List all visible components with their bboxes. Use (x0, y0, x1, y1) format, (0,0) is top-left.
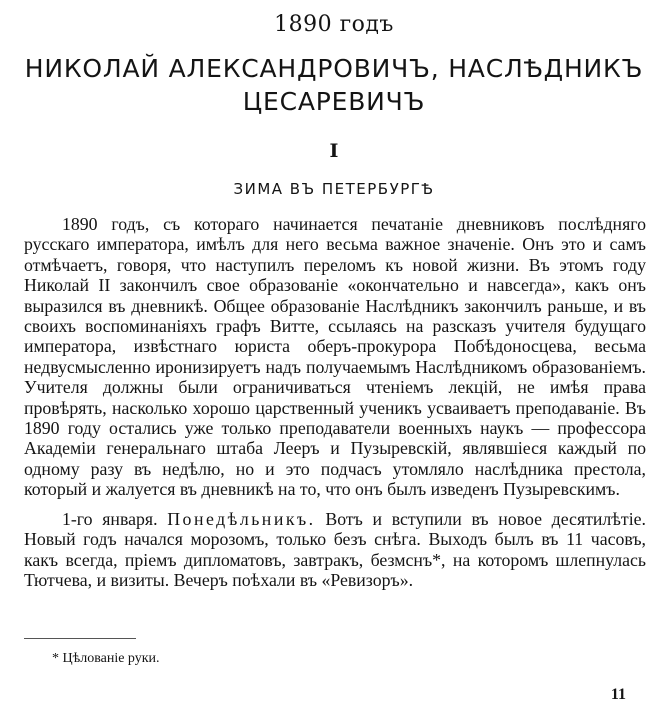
footnote-divider (24, 638, 136, 639)
title-line-1: НИКОЛАЙ АЛЕКСАНДРОВИЧЪ, НАСЛѢДНИКЪ (24, 54, 644, 83)
entry-date: 1-го января. (62, 508, 158, 529)
year-heading: 1890 годъ (274, 12, 394, 37)
footnote: * Цѣлованіе руки. (52, 651, 160, 666)
entry-text: Вотъ и вступили въ новое десятилѣтіе. Новый годъ начался морозомъ, только безъ снѣга. Выходъ былъ въ 11 часовъ, какъ всегда, пріемъ дипломатовъ, завтракъ, безмснъ*, на которомъ шлепнулась Тютчева, и визиты. Вечеръ поѣхали въ «Ревизоръ». (24, 508, 646, 590)
diary-entry (24, 509, 646, 591)
title-line-2: ЦЕСАРЕВИЧЪ (242, 87, 426, 116)
page-number: 11 (610, 686, 626, 703)
body-text (24, 214, 646, 590)
entry-weekday: Понедѣльникъ. (167, 508, 316, 529)
section-title: ЗИМА ВЪ ПЕТЕРБУРГѢ (233, 180, 435, 198)
chapter-title-block (0, 52, 668, 118)
chapter-number: I (329, 140, 339, 162)
paragraph-intro: 1890 годъ, съ котораго начинается печатаніе дневниковъ послѣдняго русскаго императора, имѣлъ для него весьма важное значеніе. Онъ это и самъ отмѣчаетъ, говоря, что наступилъ переломъ къ новой жизни. Въ этомъ году Николай II закончилъ свое образованіе «окончательно и навсегда», какъ онъ выразился въ дневникѣ. Общее образованіе Наслѣдникъ закончилъ раньше, и въ своихъ воспоминаніяхъ графъ Витте, ссылаясь на разсказъ учителя будущаго императора, извѣстнаго юриста оберъ-прокурора Побѣдоносцева, весьма недвусмысленно иронизируетъ надъ получаемымъ Наслѣдникомъ образованіемъ. Учителя должны были ограничиваться чтеніемъ лекцій, не имѣя права провѣрять, насколько хорошо царственный ученикъ усваиваетъ преподаваніе. Въ 1890 году остались уже только преподаватели военныхъ наукъ — профессора Академіи генеральнаго штаба Лееръ и Пузыревскій, являвшіеся каждый по одному разу въ недѣлю, но и это подчасъ утомляло наслѣдника престола, который и жалуется въ дневникѣ на то, что онъ былъ изведенъ Пузыревскимъ. (24, 214, 646, 500)
